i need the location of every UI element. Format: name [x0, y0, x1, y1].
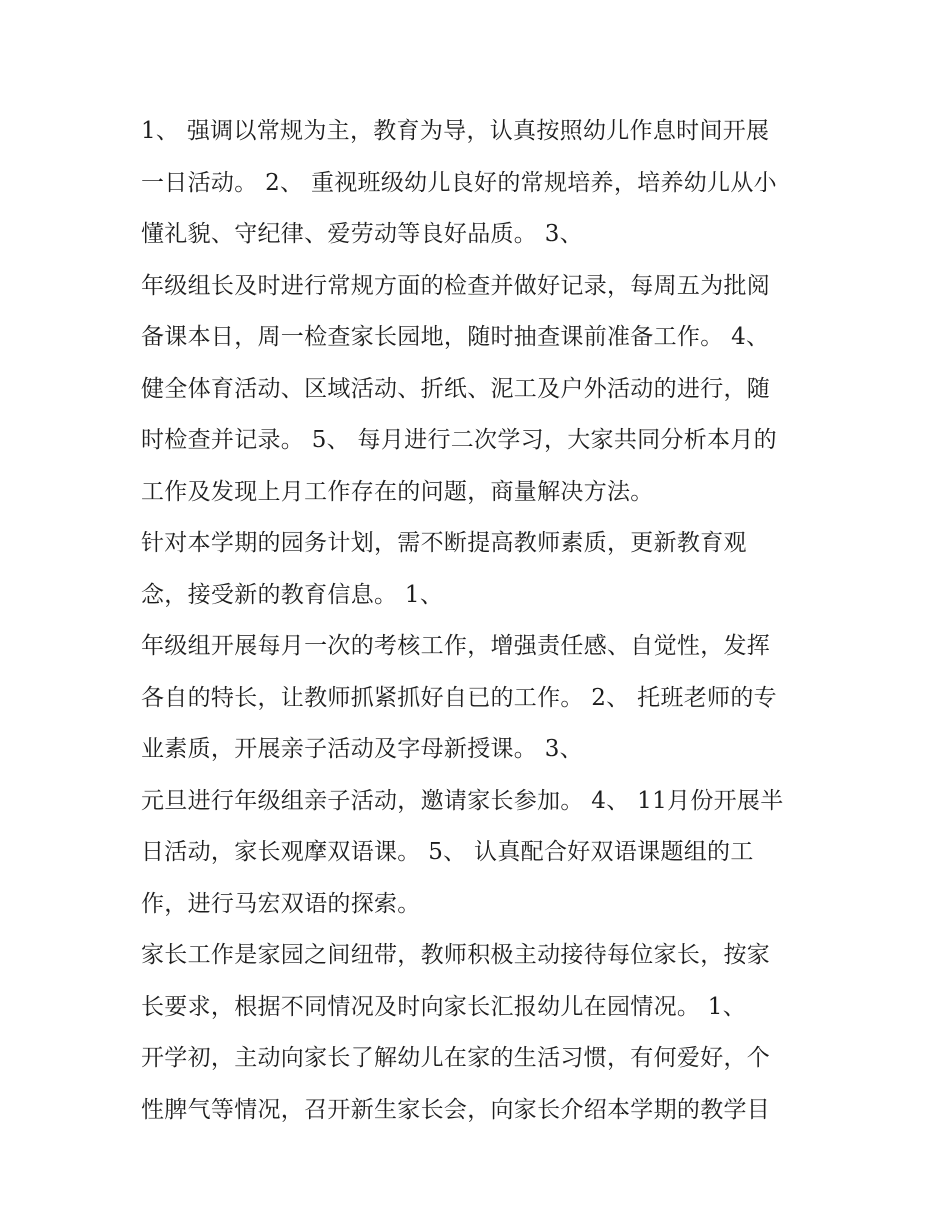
text-line: 性脾气等情况，召开新生家长会，向家长介绍本学期的教学目: [141, 1096, 771, 1123]
text-line: 各自的特长，让教师抓紧抓好自已的工作。 2、 托班老师的专: [141, 684, 777, 711]
text-line: 开学初，主动向家长了解幼儿在家的生活习惯，有何爱好，个: [141, 1045, 771, 1071]
text-line: 长要求，根据不同情况及时向家长汇报幼儿在园情况。 1、: [141, 993, 747, 1020]
text-line: 懂礼貌、守纪律、爱劳动等良好品质。 3、: [141, 221, 583, 247]
text-line: 家长工作是家园之间纽带，教师积极主动接待每位家长，按家: [141, 942, 771, 968]
text-line: 一日活动。 2、 重视班级幼儿良好的常规培养，培养幼儿从小: [141, 169, 777, 196]
text-line: 业素质，开展亲子活动及字母新授课。 3、: [141, 736, 583, 762]
text-line: 工作及发现上月工作存在的问题，商量解决方法。: [141, 478, 654, 505]
text-line: 日活动，家长观摩双语课。 5、 认真配合好双语课题组的工: [141, 839, 754, 865]
document-body: [141, 108, 841, 1138]
text-line: 作，进行马宏双语的探索。: [141, 890, 421, 917]
text-line: 念，接受新的教育信息。 1、: [141, 581, 444, 608]
text-line: 针对本学期的园务计划，需不断提高教师素质，更新教育观: [141, 530, 747, 556]
text-line: 年级组开展每月一次的考核工作，增强责任感、自觉性，发挥: [141, 633, 771, 659]
text-line: 1、 强调以常规为主，教育为导，认真按照幼儿作息时间开展: [141, 118, 770, 144]
text-line: 年级组长及时进行常规方面的检查并做好记录，每周五为批阅: [141, 272, 771, 299]
text-line: 健全体育活动、区域活动、折纸、泥工及户外活动的进行，随: [141, 375, 771, 402]
text-line: 元旦进行年级组亲子活动，邀请家长参加。 4、 11月份开展半: [141, 787, 784, 814]
text-line: 时检查并记录。 5、 每月进行二次学习，大家共同分析本月的: [141, 427, 777, 453]
text-line: 备课本日，周一检查家长园地，随时抽查课前准备工作。 4、: [141, 324, 770, 350]
